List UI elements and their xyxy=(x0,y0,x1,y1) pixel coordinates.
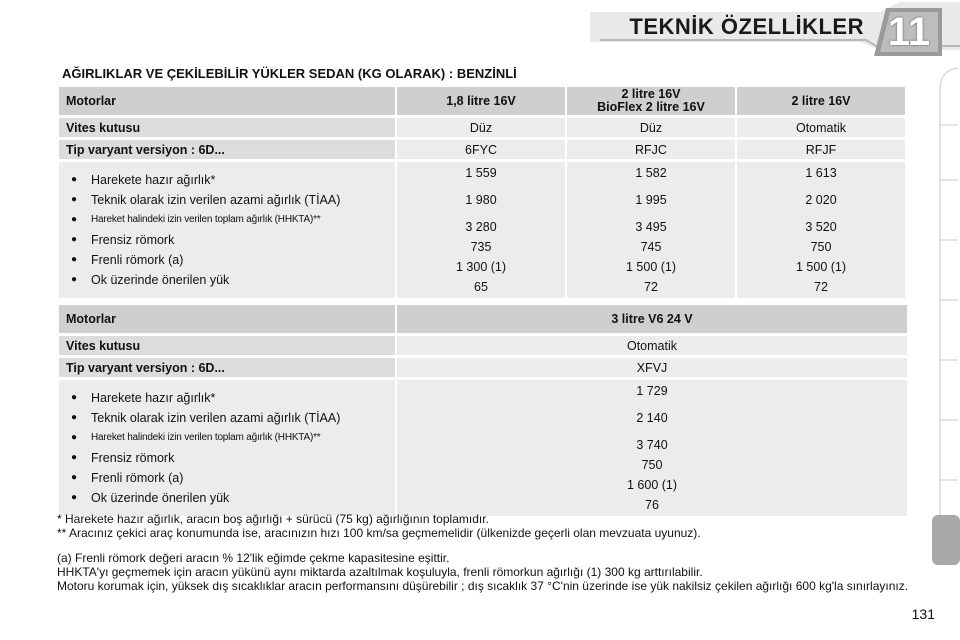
weights-labels-2 xyxy=(59,380,395,516)
weights-rows xyxy=(59,162,905,298)
variant-label: Tip varyant versiyon : 6D... xyxy=(59,140,395,159)
cell: 735 xyxy=(470,240,492,254)
gearbox-2: Düz xyxy=(567,118,735,137)
row-label: Frenli römork (a) xyxy=(91,471,184,485)
row-label: Hareket halindeki izin verilen toplam ağırlık (HHKTA)** xyxy=(91,214,321,225)
bullet-icon: ● xyxy=(71,392,78,403)
list-item xyxy=(71,170,391,190)
chapter-number: 11 xyxy=(887,10,930,54)
row-label: Frensiz römork xyxy=(91,233,175,247)
bullet-icon: ● xyxy=(71,452,78,463)
variant-label-2: Tip varyant versiyon : 6D... xyxy=(59,358,395,377)
bullet-icon: ● xyxy=(71,254,78,265)
cell: 1 559 xyxy=(465,166,497,180)
list-item xyxy=(71,408,391,428)
cell: 750 xyxy=(810,240,832,254)
list-item xyxy=(71,388,391,408)
motors-row-2 xyxy=(59,305,907,333)
cell: 1 500 (1) xyxy=(625,260,677,274)
cell: 1 980 xyxy=(465,193,497,207)
row-label: Harekete hazır ağırlık* xyxy=(91,173,216,187)
bullet-icon: ● xyxy=(71,214,77,225)
gearbox-3: Otomatik xyxy=(737,118,905,137)
cell: 750 xyxy=(641,458,663,472)
row-label: Frensiz römork xyxy=(91,451,175,465)
bullet-icon: ● xyxy=(71,412,78,423)
cell: 2 020 xyxy=(805,193,837,207)
cell: 1 600 (1) xyxy=(626,478,678,492)
footnote-4: HHKTA'yı geçmemek için aracın yükünü aynı miktarda azaltılmak koşuluyla, frenli römorkun ağırlığı (1) 300 kg arttırılabilir. xyxy=(57,565,703,579)
cell: 1 613 xyxy=(805,166,837,180)
footnote-5: Motoru korumak için, yüksek dış sıcaklıklar aracın performansını düşürebilir ; dış sıcaklık 37 °C'nin üzerinde ise yük nakilsiz çekilen ağırlığı 600 kg'la sınırlayınız. xyxy=(57,579,909,593)
list-item xyxy=(71,488,391,508)
cell: 745 xyxy=(640,240,662,254)
motor-v6: 3 litre V6 24 V xyxy=(397,305,907,333)
gearbox-label: Vites kutusu xyxy=(59,118,395,137)
cell: 1 995 xyxy=(635,193,667,207)
bullet-icon: ● xyxy=(71,194,78,205)
bullet-icon: ● xyxy=(71,492,78,503)
variant-row xyxy=(59,140,905,159)
motor-2-line-2: BioFlex 2 litre 16V xyxy=(597,100,705,114)
bullet-icon: ● xyxy=(71,432,77,443)
row-label: Ok üzerinde önerilen yük xyxy=(91,273,230,287)
cell: 1 300 (1) xyxy=(455,260,507,274)
bullet-icon: ● xyxy=(71,472,78,483)
weights-col-3 xyxy=(737,162,905,298)
cell: 72 xyxy=(644,280,658,294)
bullet-icon: ● xyxy=(71,234,78,245)
cell: 76 xyxy=(645,498,659,512)
gearbox-row xyxy=(59,118,905,137)
row-label: Hareket halindeki izin verilen toplam ağırlık (HHKTA)** xyxy=(91,432,321,443)
row-label: Teknik olarak izin verilen azami ağırlık (TİAA) xyxy=(91,411,341,425)
motors-label-2: Motorlar xyxy=(59,305,395,333)
row-label: Frenli römork (a) xyxy=(91,253,184,267)
cell: 1 582 xyxy=(635,166,667,180)
motors-label: Motorlar xyxy=(59,87,395,115)
list-item xyxy=(71,428,391,448)
list-item xyxy=(71,190,391,210)
variant-1: 6FYC xyxy=(397,140,565,159)
weights-col-v6 xyxy=(397,380,907,516)
motors-row xyxy=(59,87,905,115)
cell: 3 520 xyxy=(805,220,837,234)
footnote-1: * Harekete hazır ağırlık, aracın boş ağırlığı + sürücü (75 kg) ağırlığının toplamıdır. xyxy=(57,512,489,526)
cell: 1 729 xyxy=(636,384,668,398)
list-item xyxy=(71,210,391,230)
motor-2-line-1: 2 litre 16V xyxy=(621,87,681,101)
section-title: AĞIRLIKLAR VE ÇEKİLEBİLİR YÜKLER SEDAN (KG OLARAK) : BENZİNLİ xyxy=(62,66,517,81)
footnotes-extra xyxy=(57,551,917,593)
gearbox-label-2: Vites kutusu xyxy=(59,336,395,355)
row-label: Ok üzerinde önerilen yük xyxy=(91,491,230,505)
list-item xyxy=(71,468,391,488)
variant-row-2 xyxy=(59,358,907,377)
list-item xyxy=(71,250,391,270)
footnotes xyxy=(57,512,917,540)
page-number: 131 xyxy=(911,606,935,622)
list-item xyxy=(71,230,391,250)
footnote-3: (a) Frenli römork değeri aracın % 12'lik eğimde çekme kapasitesine eşittir. xyxy=(57,551,450,565)
weights-col-2 xyxy=(567,162,735,298)
variant-v6: XFVJ xyxy=(397,358,907,377)
bullet-icon: ● xyxy=(71,274,78,285)
cell: 3 740 xyxy=(636,438,668,452)
variant-2: RFJC xyxy=(567,140,735,159)
bullet-icon: ● xyxy=(71,174,78,185)
cell: 65 xyxy=(474,280,488,294)
weights-labels xyxy=(59,162,395,298)
weights-rows-2 xyxy=(59,380,907,516)
motor-1: 1,8 litre 16V xyxy=(397,87,565,115)
gearbox-1: Düz xyxy=(397,118,565,137)
side-tabs xyxy=(930,60,960,640)
motor-3: 2 litre 16V xyxy=(737,87,905,115)
gearbox-v6: Otomatik xyxy=(397,336,907,355)
list-item xyxy=(71,270,391,290)
cell: 72 xyxy=(814,280,828,294)
motor-2 xyxy=(567,87,735,115)
variant-3: RFJF xyxy=(737,140,905,159)
weights-table-2 xyxy=(57,302,909,519)
weights-col-1 xyxy=(397,162,565,298)
list-item xyxy=(71,448,391,468)
cell: 3 280 xyxy=(465,220,497,234)
weights-table-1 xyxy=(57,84,907,301)
page-title: TEKNİK ÖZELLİKLER xyxy=(629,14,864,39)
row-label: Teknik olarak izin verilen azami ağırlık (TİAA) xyxy=(91,193,341,207)
cell: 2 140 xyxy=(636,411,668,425)
row-label: Harekete hazır ağırlık* xyxy=(91,391,216,405)
gearbox-row-2 xyxy=(59,336,907,355)
cell: 3 495 xyxy=(635,220,667,234)
footnote-2: ** Aracınız çekici araç konumunda ise, aracınızın hızı 100 km/sa geçmemelidir (ülkenizde geçerli olan mevzuata uyunuz). xyxy=(57,526,701,540)
cell: 1 500 (1) xyxy=(795,260,847,274)
